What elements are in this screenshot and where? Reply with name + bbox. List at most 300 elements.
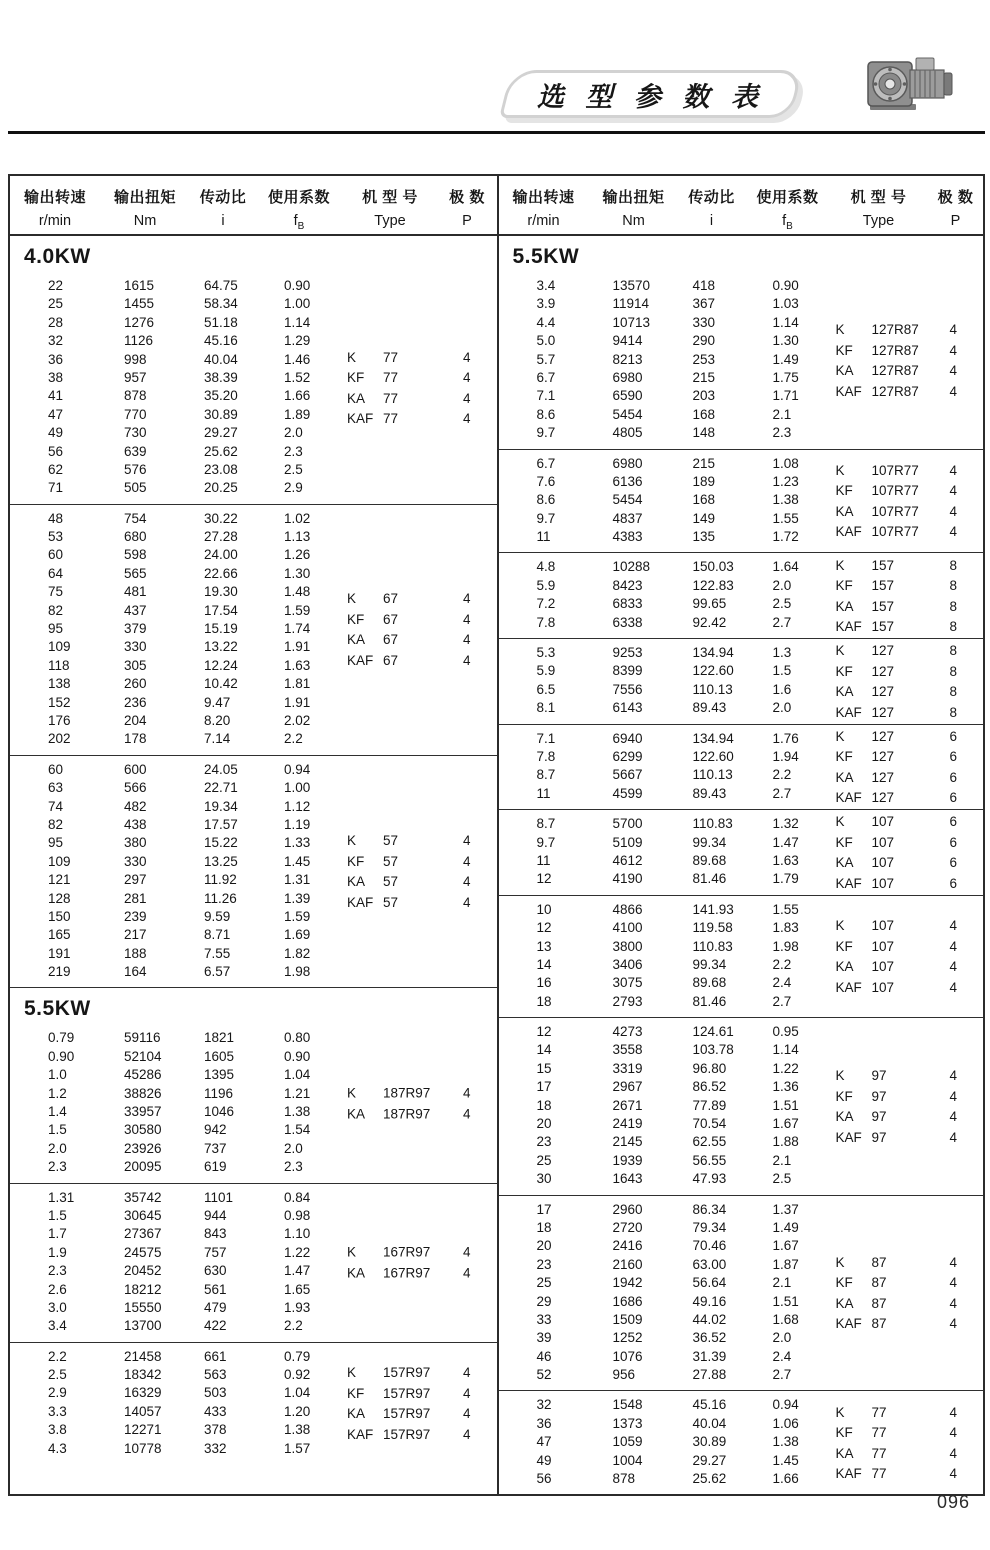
type-prefix: KA: [347, 390, 366, 406]
type-model: 187R97: [383, 1106, 431, 1122]
cell-output-speed: 75: [48, 584, 64, 600]
type-model: 107: [871, 979, 895, 995]
cell-service-factor: 1.22: [772, 1060, 799, 1076]
cell-ratio: 25.62: [692, 1471, 727, 1487]
cell-output-torque: 7556: [612, 681, 643, 697]
type-poles: 4: [462, 611, 471, 627]
cell-ratio: 1046: [204, 1104, 235, 1120]
cell-ratio: 40.04: [692, 1415, 727, 1431]
cell-service-factor: 2.0: [772, 1330, 792, 1346]
type-row: [836, 1065, 982, 1086]
cell-ratio: 89.68: [692, 975, 727, 991]
cell-ratio: 103.78: [692, 1042, 734, 1058]
cell-output-speed: 0.90: [48, 1048, 75, 1064]
cell-ratio: 13.25: [204, 853, 238, 869]
type-model: 107R77: [871, 503, 919, 519]
type-row: [836, 936, 982, 957]
header-en-row: [10, 211, 497, 232]
type-model: 187R97: [383, 1085, 431, 1101]
cell-output-torque: 1942: [612, 1275, 643, 1291]
type-list: [836, 915, 982, 997]
cell-service-factor: 1.81: [284, 676, 311, 692]
cell-output-torque: 6833: [612, 596, 643, 612]
cell-output-torque: 5454: [612, 492, 643, 508]
header-label-cn-3: 使用系数: [756, 189, 819, 206]
cell-ratio: 11.92: [204, 872, 237, 888]
cell-output-speed: 49: [536, 1452, 552, 1468]
type-prefix: KAF: [835, 1316, 862, 1332]
table-row: [10, 1299, 497, 1317]
rating-block: [10, 756, 497, 989]
cell-ratio: 92.42: [692, 614, 727, 630]
cell-output-speed: 4.3: [48, 1440, 67, 1456]
type-row: [836, 726, 982, 747]
cell-service-factor: 1.66: [772, 1471, 799, 1487]
type-model: 127: [871, 704, 895, 720]
cell-output-torque: 2145: [612, 1134, 643, 1150]
cell-ratio: 35.20: [204, 388, 238, 404]
selection-table: [8, 174, 985, 1496]
cell-output-torque: 30645: [124, 1207, 162, 1223]
cell-output-speed: 1.31: [48, 1189, 75, 1205]
type-model: 77: [383, 370, 399, 386]
type-prefix: KF: [835, 1275, 853, 1291]
type-poles: 4: [949, 979, 957, 995]
cell-output-torque: 680: [124, 529, 147, 545]
type-row: [836, 977, 982, 998]
table-header: [499, 176, 984, 236]
cell-ratio: 433: [204, 1403, 227, 1419]
cell-output-speed: 6.7: [536, 369, 556, 385]
cell-output-torque: 164: [124, 964, 147, 980]
type-row: [347, 589, 495, 610]
cell-ratio: 944: [204, 1207, 227, 1223]
header-label-cn-5: 极 数: [937, 189, 974, 206]
type-row: [347, 851, 495, 872]
cell-ratio: 30.89: [204, 406, 238, 422]
header-label-cn-0: 输出转速: [23, 189, 86, 206]
cell-service-factor: 1.38: [772, 492, 799, 508]
type-prefix: KF: [835, 1088, 853, 1104]
cell-output-torque: 217: [124, 927, 147, 943]
cell-output-torque: 2967: [612, 1079, 643, 1095]
gearmotor-image: [864, 52, 960, 122]
type-row: [836, 319, 982, 340]
type-row: [836, 480, 982, 501]
cell-output-torque: 1939: [612, 1152, 643, 1168]
section-heading: 4.0KW: [24, 245, 91, 268]
type-row: [836, 1422, 982, 1443]
cell-output-torque: 5700: [612, 816, 643, 832]
type-poles: 6: [949, 790, 957, 806]
cell-ratio: 124.61: [692, 1024, 734, 1040]
header-label-en-3: $f_B$: [293, 213, 305, 232]
cell-output-torque: 878: [124, 388, 147, 404]
cell-output-speed: 12: [536, 1024, 552, 1040]
cell-ratio: 110.83: [692, 938, 733, 954]
table-row: [10, 945, 497, 963]
cell-ratio: 17.54: [204, 602, 238, 618]
cell-output-speed: 60: [48, 761, 64, 777]
type-row: [836, 381, 982, 402]
cell-output-torque: 16329: [124, 1385, 162, 1401]
type-row: [836, 640, 982, 661]
cell-output-speed: 1.0: [48, 1067, 67, 1083]
header-label-en-2: i: [709, 213, 714, 229]
cell-service-factor: 1.55: [772, 901, 799, 917]
cell-service-factor: 1.31: [284, 872, 311, 888]
table-row: [499, 1201, 984, 1219]
cell-output-torque: 4383: [612, 529, 643, 545]
cell-output-speed: 7.6: [536, 473, 556, 489]
type-prefix: KA: [835, 363, 854, 378]
cell-output-torque: 6940: [612, 730, 643, 746]
type-poles: 4: [949, 322, 957, 337]
table-row: [10, 461, 497, 479]
type-list: [836, 1402, 982, 1484]
cell-ratio: 1821: [204, 1030, 235, 1046]
table-row: [499, 295, 984, 313]
table-row: [10, 565, 497, 583]
header-label-cn-2: 传动比: [199, 189, 247, 206]
rating-block: [10, 272, 497, 505]
cell-service-factor: 1.91: [284, 639, 311, 655]
type-model: 107: [871, 814, 895, 830]
cell-output-torque: 1509: [612, 1311, 643, 1327]
type-row: [347, 650, 495, 671]
type-prefix: K: [347, 349, 357, 365]
cell-ratio: 62.55: [692, 1134, 727, 1150]
type-row: [836, 702, 982, 723]
type-model: 127: [871, 749, 895, 765]
cell-output-torque: 438: [124, 816, 147, 832]
cell-service-factor: 2.0: [284, 425, 303, 441]
cell-ratio: 134.94: [692, 645, 734, 661]
type-poles: 4: [462, 370, 471, 386]
table-row: [10, 479, 497, 497]
cell-output-torque: 2419: [612, 1116, 643, 1132]
cell-service-factor: 1.02: [284, 510, 311, 526]
type-model: 167R97: [383, 1265, 431, 1281]
type-prefix: KA: [347, 874, 366, 890]
type-poles: 8: [949, 684, 957, 700]
type-row: [836, 575, 982, 596]
type-row: [836, 360, 982, 381]
cell-service-factor: 1.82: [284, 945, 311, 961]
type-model: 77: [871, 1404, 887, 1420]
header-label-cn-4: 机 型 号: [362, 189, 418, 206]
cell-output-speed: 5.9: [536, 663, 556, 679]
cell-ratio: 110.13: [692, 681, 733, 697]
cell-ratio: 24.05: [204, 761, 238, 777]
type-prefix: KA: [347, 1106, 366, 1122]
cell-ratio: 63.00: [692, 1256, 727, 1272]
cell-output-speed: 8.7: [536, 767, 556, 783]
cell-output-speed: 17: [536, 1201, 552, 1217]
type-prefix: KA: [347, 632, 366, 648]
cell-ratio: 56.64: [692, 1275, 727, 1291]
cell-output-torque: 1126: [124, 333, 154, 349]
cell-output-speed: 219: [48, 964, 71, 980]
cell-output-torque: 18342: [124, 1367, 162, 1383]
type-row: [347, 892, 495, 913]
cell-output-torque: 10713: [612, 314, 651, 330]
cell-output-speed: 47: [536, 1434, 552, 1450]
cell-service-factor: 1.87: [772, 1256, 799, 1272]
cell-ratio: 661: [204, 1348, 227, 1364]
type-prefix: KA: [835, 684, 854, 700]
type-model: 157R97: [383, 1385, 431, 1401]
cell-output-torque: 1004: [612, 1452, 643, 1468]
cell-ratio: 19.34: [204, 798, 238, 814]
cell-output-speed: 3.9: [536, 296, 556, 312]
cell-ratio: 89.43: [692, 700, 727, 716]
type-prefix: KAF: [835, 875, 862, 891]
table-row: [10, 443, 497, 461]
table-column-right: [497, 176, 984, 1494]
type-poles: 4: [949, 1404, 957, 1420]
cell-service-factor: 1.49: [772, 351, 799, 367]
cell-output-torque: 27367: [124, 1226, 162, 1242]
type-poles: 8: [949, 704, 957, 720]
cell-service-factor: 1.5: [772, 663, 792, 679]
cell-service-factor: 1.3: [772, 645, 792, 661]
type-poles: 4: [949, 363, 957, 378]
cell-output-speed: 118: [48, 657, 70, 673]
type-row: [836, 915, 982, 936]
cell-service-factor: 2.5: [772, 596, 792, 612]
cell-output-speed: 3.4: [536, 278, 556, 293]
table-row: [499, 1348, 984, 1366]
cell-output-speed: 49: [48, 425, 64, 441]
table-row: [499, 1170, 984, 1188]
type-prefix: K: [347, 1085, 357, 1101]
cell-output-speed: 1.5: [48, 1207, 67, 1223]
header-label-en-1: Nm: [622, 213, 645, 229]
cell-service-factor: 2.2: [772, 767, 792, 783]
cell-service-factor: 1.49: [772, 1219, 799, 1235]
cell-service-factor: 2.1: [772, 406, 792, 422]
table-row: [10, 1121, 497, 1139]
type-model: 107: [871, 938, 895, 954]
cell-output-torque: 754: [124, 510, 147, 526]
cell-ratio: 630: [204, 1263, 227, 1279]
cell-output-speed: 7.2: [536, 596, 556, 612]
type-row: [836, 1252, 982, 1273]
cell-ratio: 96.80: [692, 1060, 727, 1076]
cell-output-speed: 20: [536, 1116, 552, 1132]
type-prefix: K: [835, 643, 845, 659]
cell-output-torque: 9414: [612, 333, 643, 349]
cell-service-factor: 1.21: [284, 1085, 311, 1101]
cell-output-torque: 4612: [612, 852, 643, 868]
type-poles: 4: [949, 1466, 957, 1482]
cell-ratio: 89.68: [692, 852, 727, 868]
type-poles: 4: [949, 918, 957, 934]
cell-service-factor: 2.2: [772, 956, 792, 972]
type-list: [836, 555, 982, 637]
type-prefix: K: [347, 1365, 357, 1381]
type-prefix: K: [835, 918, 845, 934]
type-poles: 4: [462, 1365, 471, 1381]
cell-ratio: 22.71: [204, 780, 238, 796]
cell-ratio: 47.93: [692, 1171, 727, 1187]
table-row: [499, 1023, 984, 1041]
cell-ratio: 134.94: [692, 730, 734, 746]
cell-ratio: 64.75: [204, 278, 238, 293]
type-prefix: KA: [835, 959, 854, 975]
cell-output-torque: 998: [124, 351, 147, 367]
cell-output-speed: 1.9: [48, 1244, 67, 1260]
type-row: [836, 873, 982, 894]
cell-ratio: 70.54: [692, 1116, 727, 1132]
type-model: 87: [871, 1295, 887, 1311]
cell-service-factor: 1.89: [284, 406, 311, 422]
cell-output-torque: 1686: [612, 1293, 643, 1309]
cell-ratio: 45.16: [692, 1397, 727, 1413]
type-row: [347, 1362, 495, 1383]
cell-service-factor: 1.23: [772, 473, 799, 489]
cell-service-factor: 0.95: [772, 1024, 799, 1040]
cell-ratio: 203: [692, 388, 716, 404]
type-prefix: K: [835, 557, 845, 573]
table-row: [10, 1048, 497, 1066]
table-row: [10, 1029, 497, 1047]
cell-service-factor: 1.03: [772, 296, 799, 312]
cell-ratio: 79.34: [692, 1219, 727, 1235]
header-label-en-1: Nm: [133, 213, 157, 229]
type-row: [347, 831, 495, 852]
cell-service-factor: 0.90: [772, 278, 799, 293]
cell-ratio: 737: [204, 1140, 227, 1156]
cell-output-speed: 2.6: [48, 1281, 67, 1297]
table-row: [10, 1207, 497, 1225]
type-row: [836, 460, 982, 481]
cell-service-factor: 2.0: [284, 1140, 303, 1156]
type-row: [836, 767, 982, 788]
type-list: [347, 589, 495, 671]
cell-ratio: 99.34: [692, 834, 727, 850]
table-row: [10, 712, 497, 730]
type-model: 87: [871, 1254, 887, 1270]
cell-output-speed: 30: [536, 1171, 552, 1187]
cell-service-factor: 1.00: [284, 780, 311, 796]
cell-output-torque: 13700: [124, 1318, 162, 1334]
cell-service-factor: 1.38: [284, 1422, 311, 1438]
cell-output-torque: 1643: [612, 1171, 643, 1187]
cell-output-speed: 11: [536, 852, 551, 868]
cell-service-factor: 1.33: [284, 835, 311, 851]
cell-ratio: 9.59: [204, 908, 231, 924]
cell-output-torque: 2160: [612, 1256, 643, 1272]
cell-output-torque: 45286: [124, 1067, 162, 1083]
cell-output-speed: 7.8: [536, 614, 556, 630]
cell-output-torque: 1615: [124, 278, 155, 293]
cell-output-speed: 5.9: [536, 577, 556, 593]
type-row: [347, 367, 495, 388]
cell-service-factor: 1.74: [284, 621, 311, 637]
header-label-en-0: r/min: [38, 213, 72, 229]
cell-output-torque: 30580: [124, 1122, 162, 1138]
cell-ratio: 215: [692, 455, 716, 471]
cell-ratio: 290: [692, 333, 716, 349]
rating-block: [499, 639, 984, 725]
type-poles: 4: [949, 383, 957, 399]
cell-output-torque: 24575: [124, 1244, 162, 1260]
table-row: [499, 1041, 984, 1059]
type-row: [347, 1083, 495, 1104]
type-row: [836, 852, 982, 873]
cell-ratio: 44.02: [692, 1311, 727, 1327]
type-prefix: KAF: [835, 383, 862, 399]
cell-output-speed: 16: [536, 975, 552, 991]
cell-service-factor: 1.83: [772, 920, 799, 936]
cell-output-torque: 770: [124, 406, 147, 422]
header-label-cn-0: 输出转速: [512, 189, 575, 206]
cell-ratio: 19.30: [204, 584, 238, 600]
type-row: [347, 347, 495, 368]
type-model: 97: [871, 1088, 887, 1104]
cell-ratio: 81.46: [692, 871, 727, 887]
type-poles: 4: [949, 1254, 957, 1270]
cell-output-torque: 565: [124, 565, 147, 581]
cell-service-factor: 1.71: [772, 388, 799, 404]
cell-ratio: 1196: [204, 1085, 234, 1101]
cell-output-speed: 10: [536, 901, 552, 917]
cell-output-torque: 52104: [124, 1048, 162, 1064]
cell-service-factor: 2.3: [284, 1159, 303, 1175]
type-list: [836, 1065, 982, 1147]
cell-service-factor: 1.65: [284, 1281, 311, 1297]
cell-output-speed: 152: [48, 694, 71, 710]
type-list: [836, 640, 982, 722]
cell-output-torque: 33957: [124, 1104, 162, 1120]
header-unit-subscript: B: [786, 220, 793, 232]
type-row: [836, 1443, 982, 1464]
cell-ratio: 29.27: [692, 1452, 727, 1468]
cell-service-factor: 1.63: [284, 657, 311, 673]
cell-output-speed: 5.0: [536, 333, 556, 349]
type-prefix: K: [835, 1068, 845, 1084]
cell-output-speed: 3.3: [48, 1403, 67, 1419]
cell-output-speed: 33: [536, 1311, 552, 1327]
header-label-cn-1: 输出扭矩: [602, 189, 665, 206]
cell-output-speed: 1.4: [48, 1104, 67, 1120]
type-model: 107: [871, 959, 895, 975]
type-model: 107R77: [871, 524, 919, 540]
type-poles: 6: [949, 749, 957, 765]
cell-service-factor: 2.4: [772, 975, 792, 991]
cell-ratio: 110.13: [692, 767, 733, 783]
type-model: 167R97: [383, 1244, 431, 1260]
rating-block: [499, 810, 984, 896]
cell-output-torque: 178: [124, 731, 147, 747]
type-model: 107: [871, 918, 895, 934]
cell-ratio: 15.19: [204, 621, 238, 637]
type-model: 157: [871, 578, 895, 593]
cell-output-torque: 2960: [612, 1201, 643, 1217]
table-row: [10, 926, 497, 944]
type-poles: 4: [949, 959, 957, 975]
type-row: [836, 501, 982, 522]
section-heading: 5.5KW: [512, 245, 580, 268]
cell-output-speed: 202: [48, 731, 71, 747]
cell-output-torque: 204: [124, 712, 147, 728]
table-row: [499, 1366, 984, 1384]
cell-output-torque: 1076: [612, 1348, 643, 1364]
table-row: [10, 277, 497, 295]
type-prefix: KF: [835, 578, 853, 593]
